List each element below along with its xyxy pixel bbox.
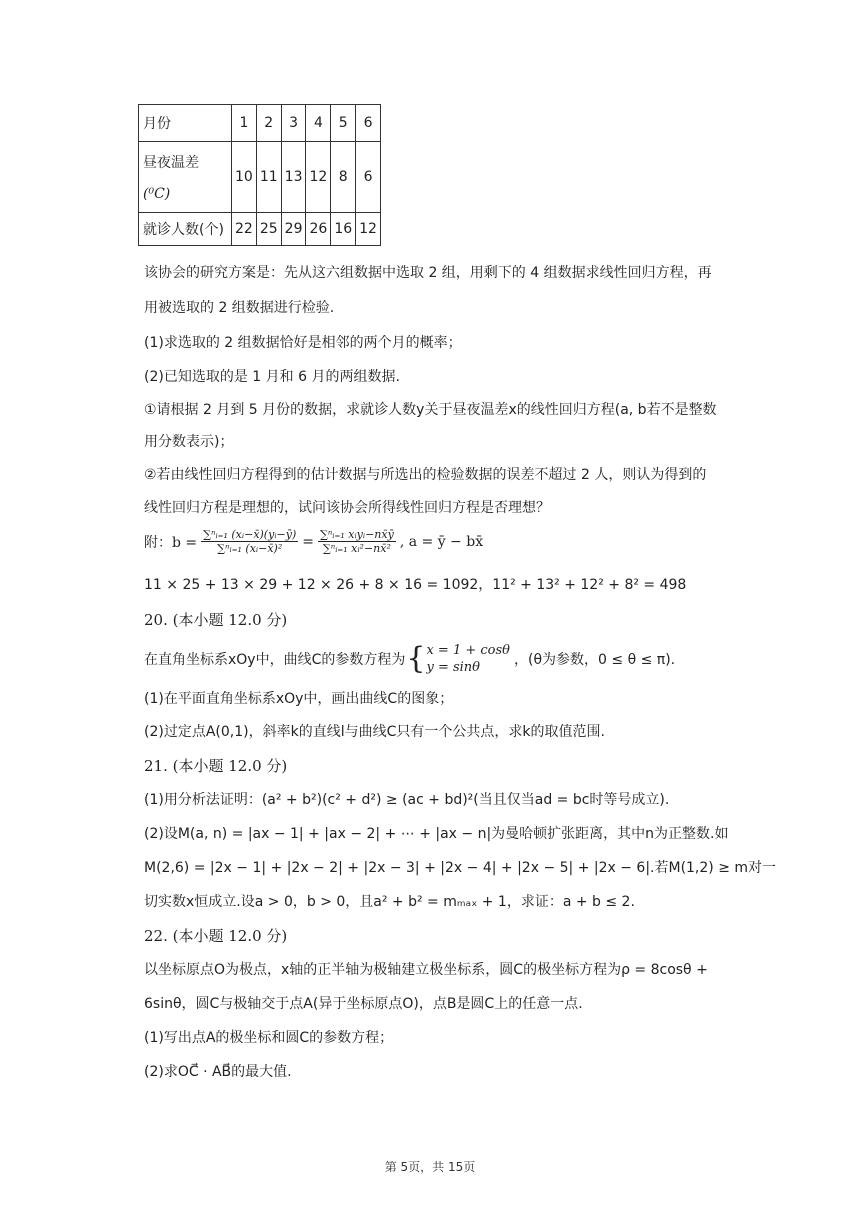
q21-header: 21. (本小题 12.0 分) [144,757,288,775]
table-cell: 29 [281,213,306,246]
table-row-label-line1: 昼夜温差 [143,155,199,171]
q20-part2: (2)过定点A(0,1)，斜率k的直线l与曲线C只有一个公共点，求k的取值范围. [144,724,605,740]
table-row-label: 就诊人数(个) [139,213,232,246]
regression-formula [144,528,483,555]
q20-intro [144,642,675,676]
table-cell: 12 [356,213,381,246]
formula-prefix: 附：b = [144,534,198,551]
table-cell: 12 [306,142,331,213]
q22-part1: (1)写出点A的极坐标和圆C的参数方程； [144,1030,394,1046]
q19-part2: (2)已知选取的是 1 月和 6 月的两组数据. [144,369,400,385]
formula-fraction-2 [318,528,396,555]
table-cell: 6 [356,105,381,142]
q19-sub1-line1: ①请根据 2 月到 5 月份的数据，求就诊人数y关于昼夜温差x的线性回归方程(a, b若不是整数 [144,402,717,418]
table-cell: 5 [331,105,356,142]
table-row-label-line2: (⁰C) [143,186,171,202]
fraction-numerator: ∑ⁿᵢ₌₁ xᵢyᵢ−nx̄ȳ [320,528,394,541]
q19-part1: (1)求选取的 2 组数据恰好是相邻的两个月的概率； [144,335,462,351]
q20-intro-after: ，(θ为参数，0 ≤ θ ≤ π). [514,652,676,668]
table-cell: 1 [232,105,257,142]
q22-part2: (2)求OC⃗ · AB⃗的最大值. [144,1064,292,1080]
table-cell: 11 [256,142,281,213]
fraction-denominator: ∑ⁿᵢ₌₁ xᵢ²−nx̄² [322,542,391,555]
fraction-numerator: ∑ⁿᵢ₌₁ (xᵢ−x̄)(yᵢ−ȳ) [203,528,297,541]
q22-line2: 6sinθ，圆C与极轴交于点A(异于坐标原点O)，点B是圆C上的任意一点. [144,996,583,1012]
q19-sub2-line1: ②若由线性回归方程得到的估计数据与所选出的检验数据的误差不超过 2 人，则认为得到的 [144,467,707,483]
table-cell: 16 [331,213,356,246]
q22-line1: 以坐标原点O为极点，x轴的正半轴为极轴建立极坐标系，圆C的极坐标方程为ρ = 8cosθ + [144,962,708,978]
formula-fraction-1 [201,528,298,555]
parametric-eq-x: x = 1 + cosθ [426,643,510,658]
table-cell: 2 [256,105,281,142]
table-cell: 3 [281,105,306,142]
table-cell: 6 [356,142,381,213]
q20-part1: (1)在平面直角坐标系xOy中，画出曲线C的图象； [144,691,454,707]
q21-part2-line1: (2)设M(a, n) = |ax − 1| + |ax − 2| + ⋯ + |ax − n|为曼哈顿扩张距离，其中n为正整数.如 [144,826,729,842]
table-cell: 22 [232,213,257,246]
formula-suffix: , a = ȳ − bx̄ [399,533,484,550]
table-row [139,142,381,213]
table-row [139,213,381,246]
table-row-label: 月份 [139,105,232,142]
fraction-denominator: ∑ⁿᵢ₌₁ (xᵢ−x̄)² [217,542,283,555]
table-row-label [139,142,232,213]
table-cell: 10 [232,142,257,213]
q20-header: 20. (本小题 12.0 分) [144,611,288,629]
q20-intro-before: 在直角坐标系xOy中，曲线C的参数方程为 [144,652,406,668]
q22-header: 22. (本小题 12.0 分) [144,927,288,945]
page-footer: 第 5页，共 15页 [384,1160,476,1174]
formula-equals: = [302,533,314,550]
table-cell: 26 [306,213,331,246]
table-cell: 4 [306,105,331,142]
parametric-system [426,642,510,676]
q21-part2-line2: M(2,6) = |2x − 1| + |2x − 2| + |2x − 3| + |2x − 4| + |2x − 5| + |2x − 6|.若M(1,2) ≥ m对一 [144,860,777,876]
table-cell: 25 [256,213,281,246]
table-cell: 8 [331,142,356,213]
q21-part1: (1)用分析法证明：(a² + b²)(c² + d²) ≥ (ac + bd)²(当且仅当ad = bc时等号成立). [144,792,670,808]
q19-plan-line2: 用被选取的 2 组数据进行检验. [144,300,335,316]
q19-plan-line1: 该协会的研究方案是：先从这六组数据中选取 2 组，用剩下的 4 组数据求线性回归方程，再 [144,265,712,281]
q21-part2-line3: 切实数x恒成立.设a > 0，b > 0，且a² + b² = mₘₐₓ + 1，求证：a + b ≤ 2. [144,894,635,910]
q19-sums: 11 × 25 + 13 × 29 + 12 × 26 + 8 × 16 = 1092，11² + 13² + 12² + 8² = 498 [144,577,687,593]
q19-sub2-line2: 线性回归方程是理想的，试问该协会所得线性回归方程是否理想？ [144,500,550,516]
left-brace-icon: { [406,641,426,676]
parametric-eq-y: y = sinθ [426,660,480,675]
q19-sub1-line2: 用分数表示)； [144,434,234,450]
data-table [138,104,381,246]
table-row [139,105,381,142]
table-cell: 13 [281,142,306,213]
